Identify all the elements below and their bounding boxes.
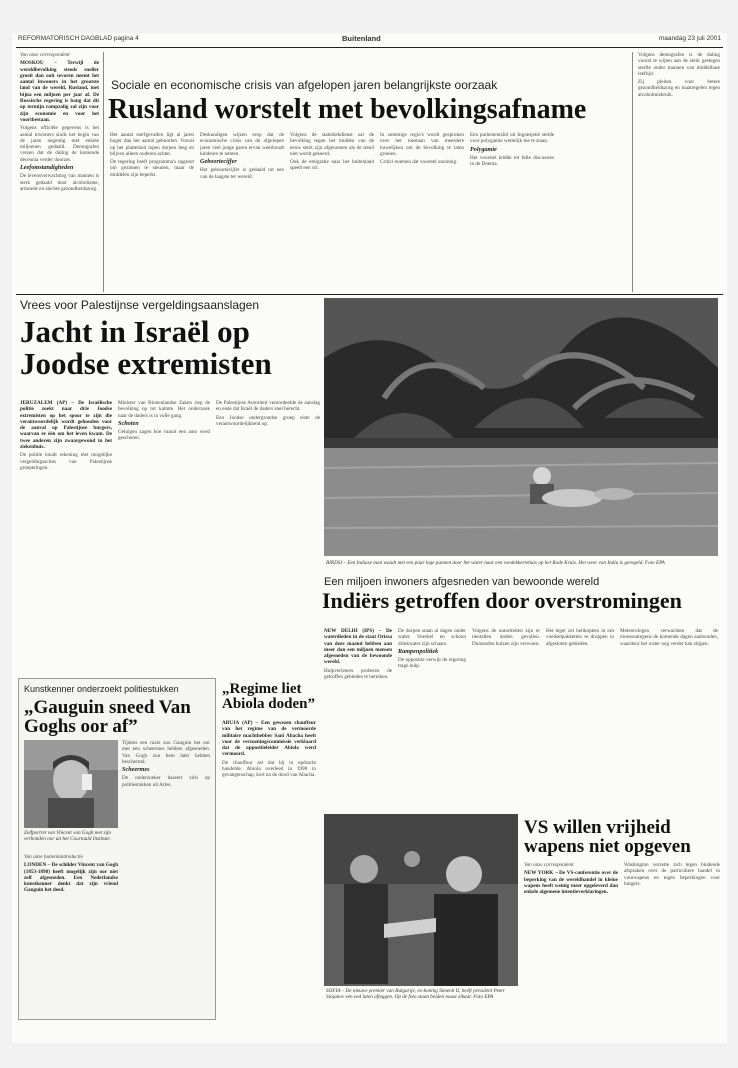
usa-lead: NEW YORK – De VS-conferentie over de beperking van de wereldhandel in kleine wapens heeft weinig meer opgeleverd dan enkele algemene intentieverklaringen. (524, 870, 618, 896)
header-section: Buitenland (342, 34, 381, 43)
floods-column-4: Het leger zet helikopters in om voedselpakketten te droppen in afgesloten gebieden. (546, 628, 614, 647)
floods-subhead: Rampenpolitiek (398, 647, 439, 655)
gauguin-column-2: Tijdens een ruzie zou Gauguin het oor met een scheermes hebben afgesneden. Van Gogh zou hem later hebben beschermd. Scheermes De onderzoeker baseert zich op politiestukken uit Arles. (122, 740, 210, 788)
russia-byline: Van onze correspondent (20, 52, 70, 58)
gauguin-column-1 (24, 854, 118, 1016)
russia-subhead-3: Polygamie (470, 145, 497, 153)
gauguin-kicker: Kunstkenner onderzoekt politiestukken (24, 684, 179, 694)
gauguin-subhead: Scheermes (122, 766, 150, 774)
usa-headline: VS willen vrijheid wapens niet opgeven (524, 817, 691, 858)
israel-subhead: Schoten (118, 419, 139, 427)
floods-column-3: Volgens de autoriteiten zijn er tientallen doden gevallen. Duizenden huizen zijn verwoest. (472, 628, 540, 647)
flood-photo-image (324, 298, 718, 556)
israel-column-2: Minister van Binnenlandse Zaken riep de bevolking op tot kalmte. Het onderzoek naar de daders is in volle gang. Schoten Getuigen zagen hoe vanuit een auto werd geschoten. (118, 400, 210, 442)
russia-kicker: Sociale en economische crisis van afgelopen jaren belangrijkste oorzaak (111, 78, 498, 92)
floods-column-2: De dorpen staan al dagen onder water. Voedsel en schoon drinkwater zijn schaars. Rampenpolitiek De oppositie verwijt de regering trage hulp. (398, 628, 466, 670)
floods-headline: Indiërs getroffen door overstromingen (322, 588, 682, 613)
russia-lead: MOSKOU – Terwijl de wereldbevolking steeds sneller groeit dan ooit tevoren neemt het aantal inwoners in het grootste land van de wereld, Rusland, met bijna een miljoen per jaar af. De Russische regering is bang dat dit op termijn rampzalig zal zijn voor zijn economie en voor het voortbestaan. (20, 60, 99, 123)
russia-column-2: Deskundigen wijzen erop dat de economische crisis van de afgelopen jaren veel jonge paren ervan weerhoudt kinderen te nemen. Geboortecijfer Het geboortecijfer is gedaald tot een van de laagste ter wereld. (200, 132, 284, 180)
sofia-caption (326, 988, 518, 1000)
floods-kicker: Een miljoen inwoners afgesneden van bewoonde wereld (324, 576, 600, 588)
russia-column-3: Volgens de statistiekdienst zal de bevolking tegen het midden van de eeuw sterk zijn afgenomen als de trend niet wordt gekeerd. Ook de emigratie naar het buitenland speelt een rol. (290, 132, 374, 172)
sofia-photo (324, 814, 518, 986)
russia-left-column: Van onze correspondent MOSKOU – Terwijl de wereldbevolking steeds sneller groeit dan ooit tevoren neemt het aantal inwoners in het grootste land van de wereld, Rusland, met bijna een miljoen per jaar af. De Russische regering is bang dat dit op termijn rampzalig zal zijn voor zijn economie en voor het voortbestaan. Volgens officiële gegevens is het aantal inwoners sinds het begin van de jaren negentig met enkele miljoenen gedaald. Demografen vrezen dat de daling de komende decennia verder doorzet. Leefomstandigheden De levensverwachting van mannen is sterk gedaald door alcoholisme, armoede en slechte gezondheidszorg. (20, 52, 99, 192)
running-header (12, 33, 727, 47)
gauguin-caption: Zelfportret van Vincent van Gogh met zijn verbonden oor uit het Courtauld Institute. (24, 830, 112, 842)
usa-column-2: Washington verzette zich tegen bindende afspraken over de particuliere handel in vuurwapens en tegen beperkingen voor burgers. (624, 862, 720, 887)
sofia-caption-text: SOFIA – De nieuwe premier van Bulgarije, ex-koning Simeon II, heeft president Peter Stojanov een eed laten afleggen. Op de foto staan beiden naast elkaar. (326, 988, 505, 1000)
header-date: maandag 23 juli 2001 (658, 35, 721, 42)
israel-headline: Jacht in Israël op Joodse extremisten (20, 314, 272, 381)
nigeria-headline: „Regime liet Abiola doden” (222, 681, 315, 713)
israel-column-1: JERUZALEM (AP) – De Israëlische politie zoekt naar drie Joodse extremisten op het spoor te zijn die verantwoordelijk wordt gehouden voor de aanval op Palestijnse burgers, waarvan er één om het leven kwam. De twee anderen zijn zwaargewond in het ziekenhuis. De politie houdt rekening met mogelijke vergeldingsacties van Palestijnse groeperingen. (20, 400, 112, 471)
column-rule (103, 52, 104, 292)
flood-photo-credit: Foto EPA (644, 560, 665, 566)
russia-subhead-1: Leefomstandigheden (20, 164, 74, 172)
van-gogh-portrait-image (24, 740, 118, 828)
israel-column-3: De Palestijnse Autoriteit veroordeelde de aanslag en eiste dat Israël de daders snel berecht. Een Joodse ondergrondse groep eiste de verantwoordelijkheid op. (216, 400, 320, 427)
gauguin-headline: „Gauguin sneed Van Goghs oor af” (24, 697, 191, 738)
sofia-photo-image (324, 814, 518, 986)
flood-photo (324, 298, 718, 556)
gauguin-lead: LONDEN – De schilder Vincent van Gogh (1853-1890) heeft mogelijk zijn oor niet zelf afgesneden. Een Nederlandse kunstkenner denkt dat zijn vriend Gauguin het deed. (24, 862, 118, 894)
russia-column-5: Een parlementslid uit Ingoesjetië stelde voor polygamie wettelijk toe te staan. Polygamie Het voorstel leidde tot felle discussies in de Doema. (470, 132, 554, 168)
floods-lead: NEW DELHI (IPS) – De waterdieden in de staat Orissa van deze maand hebben aan meer dan een miljoen mensen afgesneden van de bewoonde wereld. (324, 628, 392, 666)
floods-column-1: NEW DELHI (IPS) – De waterdieden in de staat Orissa van deze maand hebben aan meer dan een miljoen mensen afgesneden van de bewoonde wereld. Hulpverleners proberen de getroffen gebieden te bereiken. (324, 628, 392, 681)
russia-headline: Rusland worstelt met bevolkingsafname (108, 94, 587, 125)
israel-lead: JERUZALEM (AP) – De Israëlische politie zoekt naar drie Joodse extremisten op het spoor te zijn die verantwoordelijk wordt gehouden voor de aanval op Palestijnse burgers, waarvan er één om het leven kwam. De twee anderen zijn zwaargewond in het ziekenhuis. (20, 400, 112, 451)
russia-right-column: Volgens demografen is de daling vooral te wijten aan de sterk gestegen sterfte onder mannen van middelbare leeftijd. Zij pleiten voor betere gezondheidszorg en maatregelen tegen alcoholmisbruik. (638, 52, 720, 98)
flood-caption (326, 560, 716, 566)
floods-column-5: Meteorologen verwachten dat de moessonregens de komende dagen aanhouden, waardoor het water nog verder kan stijgen. (620, 628, 718, 647)
van-gogh-portrait (24, 740, 118, 828)
section-rule (16, 294, 723, 295)
nigeria-lead: ABUJA (AP) – Een gewezen chauffeur van het regime van de vermoorde militaire machthebber Sani Abacha heeft voor de verzoeningscommissie verklaard dat de oppositieleider Abiola werd vermoord. (222, 720, 316, 758)
russia-column-4: In sommige regio's wordt gesproken over het toestaan van meerdere huwelijken om de bevolking te laten groeien. Critici noemen dat voorstel onzinnig. (380, 132, 464, 166)
gauguin-byline: Van onze buitenlandredactie (24, 854, 83, 860)
russia-subhead-2: Geboortecijfer (200, 158, 237, 166)
israel-kicker: Vrees voor Palestijnse vergeldingsaanslagen (20, 298, 260, 312)
column-rule (632, 52, 633, 292)
russia-column-1: Het aantal sterfgevallen ligt al jaren hoger dan het aantal geboorten. Vooral op het platteland lopen dorpen leeg en blijven alleen ouderen achter. De regering heeft programma's opgezet om gezinnen te steunen, maar de middelen zijn beperkt. (110, 132, 194, 178)
header-paper-name: REFORMATORISCH DAGBLAD pagina 4 (18, 35, 139, 42)
usa-column-1 (524, 862, 618, 1016)
flood-caption-text: BIRDSI – Een Indiase man waadt met een paar lege pannen door het water naar een veedekkertehuis op het Rode Kruis. Het weer van India is geregeld. (326, 560, 644, 566)
header-rule (16, 47, 723, 48)
sofia-photo-credit: Foto EPA (473, 994, 494, 1000)
usa-byline: Van onze correspondent (524, 862, 574, 868)
nigeria-column: ABUJA (AP) – Een gewezen chauffeur van het regime van de vermoorde militaire machthebber Sani Abacha heeft voor de verzoeningscommissie verklaard dat de oppositieleider Abiola werd vermoord. De chauffeur zei dat hij in opdracht handelde. Abiola overleed in 1998 in gevangenschap, kort na de dood van Abacha. (222, 720, 316, 779)
